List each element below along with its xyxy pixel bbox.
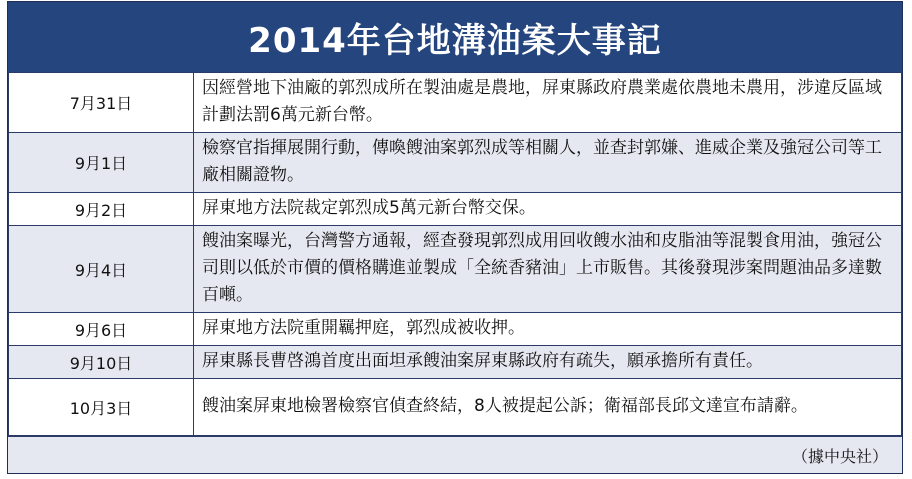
source-credit-row	[8, 436, 902, 473]
event-date: 9月4日	[9, 226, 194, 313]
event-description: 檢察官指揮展開行動，傳喚餿油案郭烈成等相關人，並查封郭嫌、進威企業及強冠公司等工廠相關證物。	[194, 133, 902, 193]
event-date: 9月2日	[9, 193, 194, 226]
table-row	[9, 133, 902, 193]
event-date: 10月3日	[9, 379, 194, 436]
event-description: 餿油案屏東地檢署檢察官偵查終結，8人被提起公訴；衛福部長邱文達宣布請辭。	[194, 379, 902, 436]
events-table	[8, 72, 902, 436]
table-row	[9, 193, 902, 226]
table-row	[9, 73, 902, 133]
table-row	[9, 313, 902, 346]
table-row	[9, 226, 902, 313]
event-date: 7月31日	[9, 73, 194, 133]
event-description: 餿油案曝光，台灣警方通報，經查發現郭烈成用回收餿水油和皮脂油等混製食用油，強冠公司則以低於市價的價格購進並製成「全統香豬油」上市販售。其後發現涉案問題油品多達數百噸。	[194, 226, 902, 313]
table-title: 2014年台地溝油案大事記	[8, 2, 902, 72]
event-description: 屏東地方法院裁定郭烈成5萬元新台幣交保。	[194, 193, 902, 226]
event-description: 屏東地方法院重開羈押庭，郭烈成被收押。	[194, 313, 902, 346]
event-description: 屏東縣長曹啓鴻首度出面坦承餿油案屏東縣政府有疏失，願承擔所有責任。	[194, 346, 902, 379]
event-date: 9月1日	[9, 133, 194, 193]
event-date: 9月6日	[9, 313, 194, 346]
table-row	[9, 346, 902, 379]
event-description: 因經營地下油廠的郭烈成所在製油處是農地，屏東縣政府農業處依農地未農用，涉違反區域計劃法罰6萬元新台幣。	[194, 73, 902, 133]
timeline-table-frame	[7, 1, 903, 474]
source-credit: （據中央社）	[791, 446, 888, 466]
table-row	[9, 379, 902, 436]
event-date: 9月10日	[9, 346, 194, 379]
